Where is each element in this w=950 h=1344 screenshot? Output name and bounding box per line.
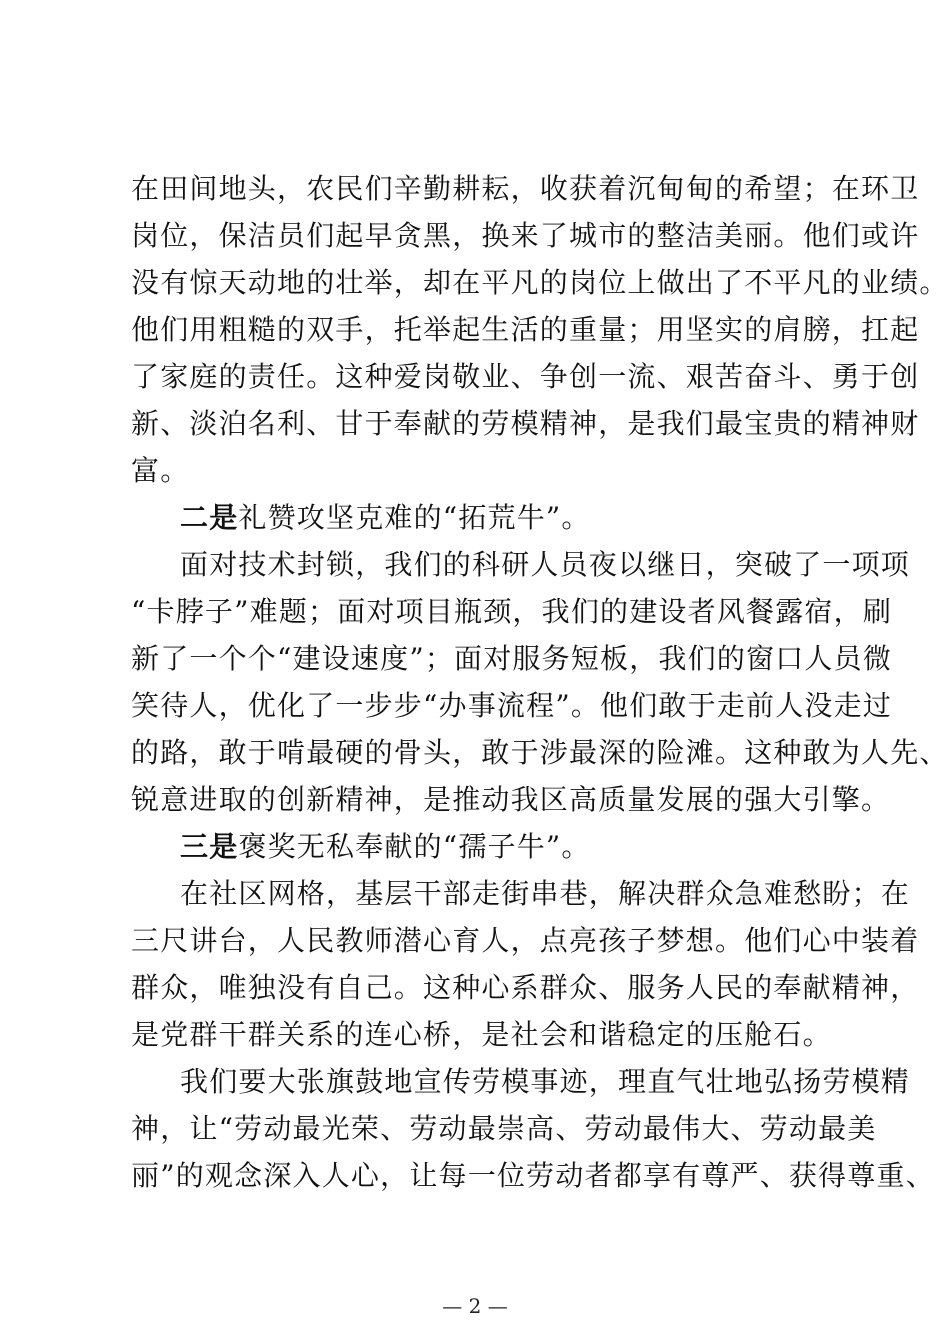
paragraph-1-line-3: 没有惊天动地的壮举，却在平凡的岗位上做出了不平凡的业绩。 [131, 266, 949, 299]
paragraph-1-line-1: 在田间地头，农民们辛勤耕耘，收获着沉甸甸的希望；在环卫 [131, 172, 920, 205]
paragraph-6-line-1: 我们要大张旗鼓地宣传劳模事迹，理直气壮地弘扬劳模精 [180, 1065, 911, 1098]
section-heading-two [180, 500, 900, 536]
page-number: — 2 — [442, 1294, 508, 1318]
paragraph-5-line-4: 是党群干群关系的连心桥，是社会和谐稳定的压舱石。 [131, 1018, 832, 1051]
paragraph-3-line-3: 新了一个个“建设速度”；面对服务短板，我们的窗口人员微 [131, 642, 893, 675]
paragraph-3-line-1: 面对技术封锁，我们的科研人员夜以继日，突破了一项项 [180, 548, 911, 581]
paragraph-3-line-5: 的路，敢于啃最硬的骨头，敢于涉最深的险滩。这种敢为人先、 [131, 736, 949, 769]
paragraph-3-line-6: 锐意进取的创新精神，是推动我区高质量发展的强大引擎。 [131, 783, 891, 816]
paragraph-1-line-2: 岗位，保洁员们起早贪黑，换来了城市的整洁美丽。他们或许 [131, 219, 920, 252]
paragraph-3-line-4: 笑待人，优化了一步步“办事流程”。他们敢于走前人没走过 [131, 689, 893, 722]
paragraph-1-line-4: 他们用粗糙的双手，托举起生活的重量；用坚实的肩膀，扛起 [131, 313, 920, 346]
paragraph-1-line-7: 富。 [131, 454, 190, 487]
section-heading-three [180, 829, 900, 865]
section-heading-two-text: 礼赞攻坚克难的“拓荒牛”。 [238, 501, 591, 534]
paragraph-5-line-2: 三尺讲台，人民教师潜心育人，点亮孩子梦想。他们心中装着 [131, 924, 920, 957]
section-heading-three-text: 褒奖无私奉献的“孺子牛”。 [238, 830, 591, 863]
paragraph-6-line-2: 神，让“劳动最光荣、劳动最崇高、劳动最伟大、劳动最美 [131, 1112, 877, 1145]
paragraph-5-line-3: 群众，唯独没有自己。这种心系群众、服务人民的奉献精神， [131, 971, 920, 1004]
paragraph-5-line-1: 在社区网格，基层干部走街串巷，解决群众急难愁盼；在 [180, 877, 911, 910]
paragraph-1-line-5: 了家庭的责任。这种爱岗敬业、争创一流、艰苦奋斗、勇于创 [131, 360, 920, 393]
paragraph-1-line-6: 新、淡泊名利、甘于奉献的劳模精神，是我们最宝贵的精神财 [131, 407, 920, 440]
section-heading-three-lead: 三是 [180, 830, 239, 863]
paragraph-3-line-2: “卡脖子”难题；面对项目瓶颈，我们的建设者风餐露宿，刷 [131, 595, 893, 628]
section-heading-two-lead: 二是 [180, 501, 239, 534]
paragraph-6-line-3: 丽”的观念深入人心，让每一位劳动者都享有尊严、获得尊重、 [131, 1159, 935, 1192]
